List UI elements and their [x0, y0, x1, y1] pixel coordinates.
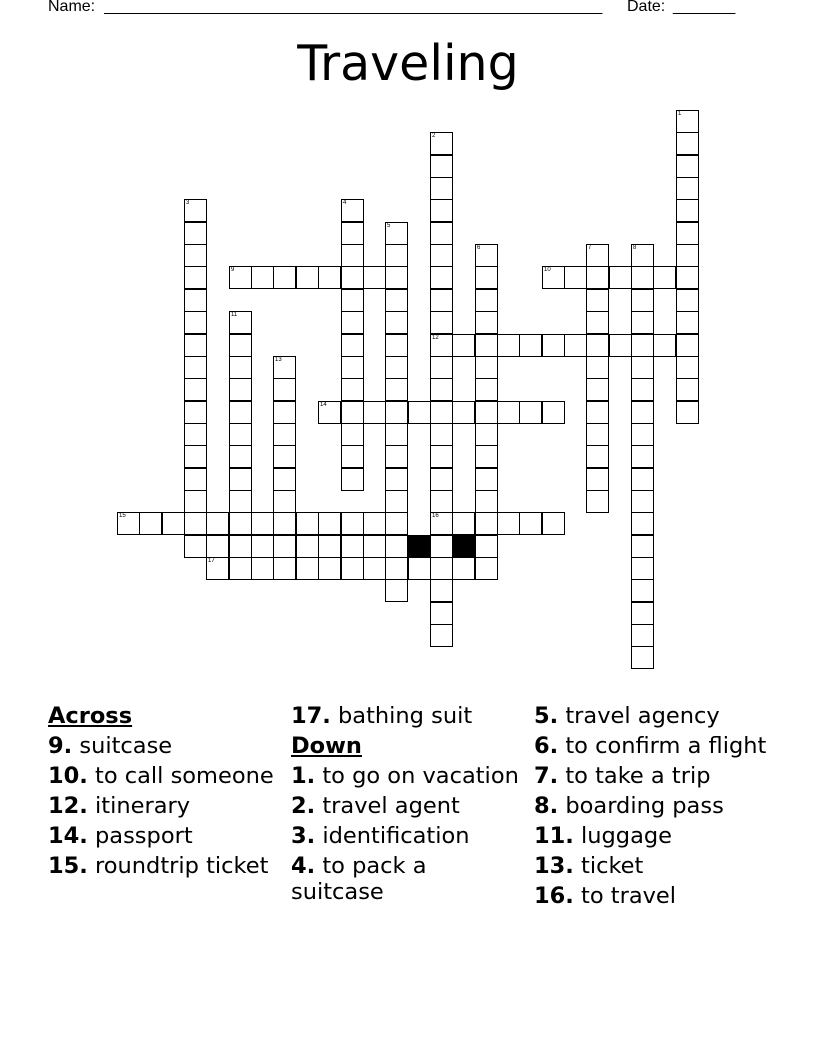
grid-cell[interactable]: [273, 557, 296, 580]
grid-cell[interactable]: [586, 378, 609, 401]
grid-cell[interactable]: [341, 334, 364, 357]
grid-cell[interactable]: [363, 512, 386, 535]
grid-cell[interactable]: [229, 535, 252, 558]
clue-text: boarding pass: [565, 793, 724, 819]
clue-down-16: [534, 883, 774, 909]
grid-cell[interactable]: [631, 378, 654, 401]
black-square: [408, 535, 431, 558]
grid-cell[interactable]: [676, 110, 699, 133]
grid-cell[interactable]: [184, 311, 207, 334]
grid-cell[interactable]: [341, 289, 364, 312]
grid-cell[interactable]: [184, 535, 207, 558]
clue-across-14: [48, 823, 278, 849]
grid-cell[interactable]: [676, 266, 699, 289]
grid-number: 15: [119, 513, 126, 519]
grid-cell[interactable]: [184, 289, 207, 312]
grid-cell[interactable]: [385, 378, 408, 401]
grid-cell[interactable]: [631, 334, 654, 357]
grid-cell[interactable]: [452, 334, 475, 357]
grid-cell[interactable]: [586, 334, 609, 357]
grid-cell[interactable]: [430, 334, 453, 357]
clue-down-13: [534, 853, 774, 879]
clue-number: 13.: [534, 853, 574, 879]
clue-across-9: [48, 733, 278, 759]
grid-cell[interactable]: [631, 468, 654, 491]
grid-cell[interactable]: [184, 468, 207, 491]
grid-cell[interactable]: [229, 557, 252, 580]
grid-cell[interactable]: [430, 155, 453, 178]
grid-cell[interactable]: [631, 356, 654, 379]
grid-cell[interactable]: [385, 401, 408, 424]
grid-cell[interactable]: [318, 266, 341, 289]
clue-number: 5.: [534, 703, 559, 729]
clue-text: roundtrip ticket: [95, 853, 269, 879]
clue-text: to travel: [581, 883, 677, 909]
grid-number: 4: [343, 200, 347, 206]
grid-cell[interactable]: [475, 401, 498, 424]
grid-cell[interactable]: [184, 490, 207, 513]
grid-cell[interactable]: [586, 423, 609, 446]
clue-down-1: [291, 763, 521, 789]
clue-text: to call someone: [95, 763, 274, 789]
grid-cell[interactable]: [586, 401, 609, 424]
down-heading: Down: [291, 733, 362, 759]
clue-across-17: [291, 703, 521, 729]
grid-cell[interactable]: [273, 468, 296, 491]
clue-down-6: [534, 733, 774, 759]
grid-cell[interactable]: [676, 311, 699, 334]
grid-cell[interactable]: [430, 266, 453, 289]
clue-number: 12.: [48, 793, 88, 819]
clue-number: 9.: [48, 733, 73, 759]
clue-text: travel agent: [322, 793, 460, 819]
grid-number: 9: [231, 267, 235, 273]
clue-text: luggage: [581, 823, 673, 849]
clue-text: passport: [95, 823, 193, 849]
grid-cell[interactable]: [430, 199, 453, 222]
grid-cell[interactable]: [385, 445, 408, 468]
grid-cell[interactable]: [653, 334, 676, 357]
grid-cell[interactable]: [631, 266, 654, 289]
grid-cell[interactable]: [385, 512, 408, 535]
grid-cell[interactable]: [475, 512, 498, 535]
grid-cell[interactable]: [430, 378, 453, 401]
clue-column-3: [534, 703, 774, 913]
grid-cell[interactable]: [430, 222, 453, 245]
grid-cell[interactable]: [430, 423, 453, 446]
grid-cell[interactable]: [385, 311, 408, 334]
black-square: [452, 535, 475, 558]
clue-across-15: [48, 853, 278, 879]
grid-number: 5: [387, 223, 391, 229]
grid-cell[interactable]: [564, 266, 587, 289]
grid-cell[interactable]: [631, 244, 654, 267]
name-line[interactable]: ________________________________________________________: [104, 0, 603, 15]
grid-cell[interactable]: [676, 378, 699, 401]
grid-cell[interactable]: [341, 468, 364, 491]
grid-cell[interactable]: [385, 468, 408, 491]
grid-cell[interactable]: [676, 177, 699, 200]
grid-cell[interactable]: [542, 266, 565, 289]
grid-cell[interactable]: [475, 289, 498, 312]
grid-cell[interactable]: [452, 401, 475, 424]
grid-cell[interactable]: [184, 401, 207, 424]
grid-cell[interactable]: [430, 445, 453, 468]
grid-cell[interactable]: [497, 512, 520, 535]
grid-cell[interactable]: [341, 356, 364, 379]
clue-number: 3.: [291, 823, 316, 849]
grid-cell[interactable]: [452, 512, 475, 535]
grid-cell[interactable]: [631, 646, 654, 669]
grid-cell[interactable]: [631, 624, 654, 647]
clue-text: travel agency: [565, 703, 720, 729]
grid-cell[interactable]: [296, 266, 319, 289]
grid-cell[interactable]: [385, 490, 408, 513]
clue-down-2: [291, 793, 521, 819]
clue-text: to go on vacation: [322, 763, 519, 789]
grid-cell[interactable]: [631, 579, 654, 602]
grid-cell[interactable]: [676, 244, 699, 267]
clue-column-2: [291, 703, 521, 909]
grid-number: 12: [432, 335, 439, 341]
grid-cell[interactable]: [341, 401, 364, 424]
grid-cell[interactable]: [184, 244, 207, 267]
clue-number: 1.: [291, 763, 316, 789]
grid-cell[interactable]: [363, 535, 386, 558]
grid-cell[interactable]: [341, 512, 364, 535]
grid-cell[interactable]: [586, 266, 609, 289]
grid-cell[interactable]: [341, 445, 364, 468]
grid-cell[interactable]: [497, 334, 520, 357]
grid-cell[interactable]: [475, 468, 498, 491]
grid-number: 14: [320, 402, 327, 408]
grid-cell[interactable]: [542, 401, 565, 424]
grid-cell[interactable]: [273, 266, 296, 289]
clue-column-1: [48, 703, 278, 883]
grid-cell[interactable]: [452, 557, 475, 580]
grid-cell[interactable]: [341, 557, 364, 580]
grid-cell[interactable]: [385, 423, 408, 446]
clue-number: 16.: [534, 883, 574, 909]
grid-cell[interactable]: [229, 445, 252, 468]
grid-number: 11: [231, 312, 238, 318]
grid-cell[interactable]: [586, 356, 609, 379]
grid-cell[interactable]: [385, 579, 408, 602]
grid-cell[interactable]: [475, 356, 498, 379]
grid-cell[interactable]: [676, 132, 699, 155]
grid-cell[interactable]: [430, 512, 453, 535]
grid-cell[interactable]: [341, 266, 364, 289]
grid-cell[interactable]: [430, 289, 453, 312]
grid-cell[interactable]: [385, 557, 408, 580]
grid-cell[interactable]: [676, 222, 699, 245]
clue-number: 10.: [48, 763, 88, 789]
grid-cell[interactable]: [184, 423, 207, 446]
date-label: Date:: [627, 0, 666, 15]
grid-cell[interactable]: [341, 423, 364, 446]
grid-cell[interactable]: [363, 557, 386, 580]
grid-cell[interactable]: [631, 557, 654, 580]
clue-text: to pack a suitcase: [291, 853, 427, 905]
grid-cell[interactable]: [676, 199, 699, 222]
grid-cell[interactable]: [273, 401, 296, 424]
grid-cell[interactable]: [273, 490, 296, 513]
clue-down-3: [291, 823, 521, 849]
clue-across-12: [48, 793, 278, 819]
grid-cell[interactable]: [676, 334, 699, 357]
clue-down-7: [534, 763, 774, 789]
grid-cell[interactable]: [475, 244, 498, 267]
grid-cell[interactable]: [475, 266, 498, 289]
grid-cell[interactable]: [229, 401, 252, 424]
grid-cell[interactable]: [676, 155, 699, 178]
clue-text: to take a trip: [565, 763, 711, 789]
grid-cell[interactable]: [162, 512, 185, 535]
grid-cell[interactable]: [296, 557, 319, 580]
grid-cell[interactable]: [430, 244, 453, 267]
across-heading: Across: [48, 703, 133, 729]
grid-cell[interactable]: [564, 334, 587, 357]
grid-cell[interactable]: [631, 602, 654, 625]
grid-cell[interactable]: [318, 535, 341, 558]
grid-cell[interactable]: [117, 512, 140, 535]
grid-number: 3: [186, 200, 190, 206]
clue-number: 7.: [534, 763, 559, 789]
grid-number: 10: [544, 267, 551, 273]
grid-cell[interactable]: [206, 557, 229, 580]
grid-number: 6: [477, 245, 481, 251]
grid-cell[interactable]: [206, 512, 229, 535]
clue-down-11: [534, 823, 774, 849]
grid-cell[interactable]: [475, 311, 498, 334]
grid-cell[interactable]: [653, 266, 676, 289]
grid-cell[interactable]: [229, 512, 252, 535]
grid-cell[interactable]: [229, 468, 252, 491]
clue-number: 14.: [48, 823, 88, 849]
grid-cell[interactable]: [251, 512, 274, 535]
grid-cell[interactable]: [631, 535, 654, 558]
grid-cell[interactable]: [430, 602, 453, 625]
grid-cell[interactable]: [497, 401, 520, 424]
grid-cell[interactable]: [631, 512, 654, 535]
grid-cell[interactable]: [229, 334, 252, 357]
name-label: Name:: [48, 0, 96, 15]
grid-cell[interactable]: [430, 490, 453, 513]
clue-number: 4.: [291, 853, 316, 879]
grid-cell[interactable]: [430, 132, 453, 155]
grid-cell[interactable]: [385, 535, 408, 558]
grid-number: 13: [275, 357, 282, 363]
clue-text: to confirm a flight: [565, 733, 767, 759]
grid-number: 7: [588, 245, 592, 251]
grid-cell[interactable]: [676, 289, 699, 312]
grid-cell[interactable]: [229, 311, 252, 334]
grid-cell[interactable]: [385, 289, 408, 312]
grid-cell[interactable]: [318, 401, 341, 424]
grid-cell[interactable]: [475, 490, 498, 513]
clue-down-4: [291, 853, 521, 905]
grid-cell[interactable]: [139, 512, 162, 535]
clue-number: 8.: [534, 793, 559, 819]
clue-number: 17.: [291, 703, 331, 729]
grid-cell[interactable]: [385, 334, 408, 357]
clue-text: ticket: [581, 853, 644, 879]
grid-cell[interactable]: [363, 401, 386, 424]
grid-cell[interactable]: [676, 401, 699, 424]
clue-number: 2.: [291, 793, 316, 819]
grid-cell[interactable]: [475, 378, 498, 401]
grid-cell[interactable]: [586, 244, 609, 267]
grid-cell[interactable]: [341, 378, 364, 401]
grid-cell[interactable]: [184, 222, 207, 245]
clue-text: identification: [322, 823, 470, 849]
grid-cell[interactable]: [430, 535, 453, 558]
grid-cell[interactable]: [586, 311, 609, 334]
grid-cell[interactable]: [609, 266, 632, 289]
grid-cell[interactable]: [385, 244, 408, 267]
grid-cell[interactable]: [296, 512, 319, 535]
grid-cell[interactable]: [430, 468, 453, 491]
grid-cell[interactable]: [475, 535, 498, 558]
clue-number: 6.: [534, 733, 559, 759]
grid-cell[interactable]: [184, 356, 207, 379]
grid-number: 8: [633, 245, 637, 251]
grid-cell[interactable]: [184, 199, 207, 222]
grid-number: 2: [432, 133, 436, 139]
grid-cell[interactable]: [184, 445, 207, 468]
grid-cell[interactable]: [251, 535, 274, 558]
grid-number: 17: [208, 558, 215, 564]
grid-cell[interactable]: [586, 468, 609, 491]
grid-cell[interactable]: [430, 624, 453, 647]
grid-cell[interactable]: [385, 222, 408, 245]
grid-cell[interactable]: [631, 289, 654, 312]
grid-cell[interactable]: [542, 512, 565, 535]
grid-cell[interactable]: [296, 535, 319, 558]
grid-cell[interactable]: [408, 557, 431, 580]
grid-cell[interactable]: [408, 401, 431, 424]
clue-text: itinerary: [95, 793, 191, 819]
grid-cell[interactable]: [542, 334, 565, 357]
grid-cell[interactable]: [273, 535, 296, 558]
clue-text: bathing suit: [338, 703, 473, 729]
grid-cell[interactable]: [475, 445, 498, 468]
grid-number: 1: [678, 111, 682, 117]
grid-cell[interactable]: [273, 423, 296, 446]
clue-number: 15.: [48, 853, 88, 879]
grid-cell[interactable]: [318, 557, 341, 580]
grid-number: 16: [432, 513, 439, 519]
grid-cell[interactable]: [430, 177, 453, 200]
grid-cell[interactable]: [341, 199, 364, 222]
grid-cell[interactable]: [430, 401, 453, 424]
grid-cell[interactable]: [586, 289, 609, 312]
clue-across-10: [48, 763, 278, 789]
grid-cell[interactable]: [184, 378, 207, 401]
grid-cell[interactable]: [430, 579, 453, 602]
grid-cell[interactable]: [385, 266, 408, 289]
grid-cell[interactable]: [251, 266, 274, 289]
grid-cell[interactable]: [676, 356, 699, 379]
grid-cell[interactable]: [519, 512, 542, 535]
grid-cell[interactable]: [385, 356, 408, 379]
grid-cell[interactable]: [273, 378, 296, 401]
clue-down-8: [534, 793, 774, 819]
grid-cell[interactable]: [631, 401, 654, 424]
grid-cell[interactable]: [341, 244, 364, 267]
grid-cell[interactable]: [229, 266, 252, 289]
grid-cell[interactable]: [229, 378, 252, 401]
grid-cell[interactable]: [363, 266, 386, 289]
grid-cell[interactable]: [273, 356, 296, 379]
clue-number: 11.: [534, 823, 574, 849]
grid-cell[interactable]: [184, 512, 207, 535]
grid-cell[interactable]: [184, 266, 207, 289]
grid-cell[interactable]: [229, 490, 252, 513]
grid-cell[interactable]: [430, 311, 453, 334]
grid-cell[interactable]: [273, 512, 296, 535]
grid-cell[interactable]: [475, 557, 498, 580]
grid-cell[interactable]: [609, 334, 632, 357]
clue-text: suitcase: [79, 733, 173, 759]
grid-cell[interactable]: [341, 222, 364, 245]
grid-cell[interactable]: [586, 445, 609, 468]
grid-cell[interactable]: [273, 445, 296, 468]
grid-cell[interactable]: [229, 356, 252, 379]
grid-cell[interactable]: [631, 445, 654, 468]
puzzle-title: Traveling: [297, 35, 519, 92]
grid-cell[interactable]: [318, 512, 341, 535]
clue-down-5: [534, 703, 774, 729]
grid-cell[interactable]: [631, 423, 654, 446]
grid-cell[interactable]: [475, 334, 498, 357]
grid-cell[interactable]: [631, 490, 654, 513]
grid-cell[interactable]: [631, 311, 654, 334]
grid-cell[interactable]: [341, 535, 364, 558]
date-line[interactable]: _______: [673, 0, 736, 15]
grid-cell[interactable]: [430, 356, 453, 379]
grid-cell[interactable]: [475, 423, 498, 446]
grid-cell[interactable]: [519, 334, 542, 357]
grid-cell[interactable]: [229, 423, 252, 446]
grid-cell[interactable]: [206, 535, 229, 558]
grid-cell[interactable]: [430, 557, 453, 580]
grid-cell[interactable]: [184, 334, 207, 357]
grid-cell[interactable]: [341, 311, 364, 334]
grid-cell[interactable]: [251, 557, 274, 580]
grid-cell[interactable]: [586, 490, 609, 513]
grid-cell[interactable]: [519, 401, 542, 424]
